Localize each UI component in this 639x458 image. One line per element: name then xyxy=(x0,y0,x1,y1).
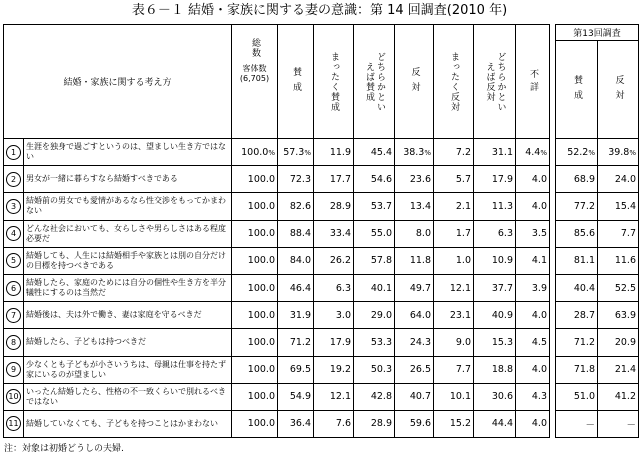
oppose-header: 反対 xyxy=(395,25,434,139)
oppose-cell: 59.6 xyxy=(395,410,434,437)
item-text: 結婚したら、家庭のためには自分の個性や生き方を半分犠牲にするのは当然だ xyxy=(24,274,232,301)
survey-table xyxy=(3,24,639,438)
strongly-oppose-cell: 9.0 xyxy=(434,329,474,356)
total-cell: 100.0% xyxy=(232,139,278,166)
somewhat-oppose-cell: 30.6 xyxy=(474,383,516,410)
total-cell: 100.0 xyxy=(232,383,278,410)
agree-cell: 84.0 xyxy=(278,247,314,274)
unknown-cell: 4.0 xyxy=(516,166,550,193)
item-number: 9 xyxy=(4,356,24,383)
somewhat-agree-cell: 42.8 xyxy=(354,383,395,410)
somewhat-agree-cell: 28.9 xyxy=(354,410,395,437)
table-row xyxy=(4,274,639,301)
agree-cell: 72.3 xyxy=(278,166,314,193)
agree-cell: 88.4 xyxy=(278,220,314,247)
prev-agree-cell: － xyxy=(556,410,598,437)
somewhat-oppose-header: どちらかといえば反対 xyxy=(474,25,516,139)
oppose-cell: 38.3% xyxy=(395,139,434,166)
unknown-cell: 4.4% xyxy=(516,139,550,166)
prev-agree-cell: 68.9 xyxy=(556,166,598,193)
agree-cell: 54.9 xyxy=(278,383,314,410)
prev-agree-cell: 81.1 xyxy=(556,247,598,274)
oppose-cell: 13.4 xyxy=(395,193,434,220)
table-row xyxy=(4,193,639,220)
item-number: 3 xyxy=(4,193,24,220)
agree-header: 賛成 xyxy=(278,25,314,139)
agree-cell: 57.3% xyxy=(278,139,314,166)
somewhat-oppose-cell: 18.8 xyxy=(474,356,516,383)
somewhat-oppose-cell: 40.9 xyxy=(474,302,516,329)
item-number: 2 xyxy=(4,166,24,193)
strongly-agree-cell: 6.3 xyxy=(314,274,354,301)
unknown-cell: 4.0 xyxy=(516,193,550,220)
somewhat-oppose-cell: 15.3 xyxy=(474,329,516,356)
strongly-agree-cell: 33.4 xyxy=(314,220,354,247)
total-cell: 100.0 xyxy=(232,220,278,247)
unknown-cell: 4.0 xyxy=(516,356,550,383)
table-row xyxy=(4,410,639,437)
somewhat-agree-header: どちらかといえば賛成 xyxy=(354,25,395,139)
unknown-cell: 3.9 xyxy=(516,274,550,301)
oppose-cell: 26.5 xyxy=(395,356,434,383)
somewhat-agree-cell: 53.3 xyxy=(354,329,395,356)
table-row xyxy=(4,302,639,329)
total-header: 総数 客体数 (6,705) xyxy=(232,25,278,139)
somewhat-oppose-cell: 17.9 xyxy=(474,166,516,193)
item-text: いったん結婚したら、性格の不一致くらいで別れるべきではない xyxy=(24,383,232,410)
strongly-agree-cell: 26.2 xyxy=(314,247,354,274)
footnote: 注：対象は初婚どうしの夫婦. xyxy=(4,444,124,454)
strongly-oppose-cell: 7.7 xyxy=(434,356,474,383)
somewhat-agree-cell: 55.0 xyxy=(354,220,395,247)
table-row xyxy=(4,220,639,247)
prev-oppose-cell: 39.8% xyxy=(598,139,639,166)
oppose-cell: 49.7 xyxy=(395,274,434,301)
agree-cell: 69.5 xyxy=(278,356,314,383)
total-cell: 100.0 xyxy=(232,302,278,329)
prev-oppose-cell: 21.4 xyxy=(598,356,639,383)
prev-oppose-cell: 7.7 xyxy=(598,220,639,247)
somewhat-agree-cell: 54.6 xyxy=(354,166,395,193)
item-number: 1 xyxy=(4,139,24,166)
prev-agree-cell: 51.0 xyxy=(556,383,598,410)
unknown-cell: 3.5 xyxy=(516,220,550,247)
prev-oppose-cell: 63.9 xyxy=(598,302,639,329)
strongly-oppose-cell: 12.1 xyxy=(434,274,474,301)
total-cell: 100.0 xyxy=(232,356,278,383)
unknown-cell: 4.0 xyxy=(516,410,550,437)
oppose-cell: 23.6 xyxy=(395,166,434,193)
total-cell: 100.0 xyxy=(232,247,278,274)
agree-cell: 71.2 xyxy=(278,329,314,356)
item-text: 結婚していなくても、子どもを持つことはかまわない xyxy=(24,410,232,437)
somewhat-oppose-cell: 37.7 xyxy=(474,274,516,301)
item-text: 生涯を独身で過ごすというのは、望ましい生き方ではない xyxy=(24,139,232,166)
item-number: 8 xyxy=(4,329,24,356)
unknown-cell: 4.0 xyxy=(516,302,550,329)
strongly-agree-cell: 17.9 xyxy=(314,329,354,356)
oppose-cell: 11.8 xyxy=(395,247,434,274)
prev-oppose-cell: 11.6 xyxy=(598,247,639,274)
unknown-header: 不詳 xyxy=(516,25,550,139)
agree-cell: 82.6 xyxy=(278,193,314,220)
agree-cell: 46.4 xyxy=(278,274,314,301)
table-row xyxy=(4,139,639,166)
item-text: 少なくとも子どもが小さいうちは、母親は仕事を持たず家にいるのが望ましい xyxy=(24,356,232,383)
prev-agree-cell: 71.8 xyxy=(556,356,598,383)
somewhat-oppose-cell: 44.4 xyxy=(474,410,516,437)
item-number: 5 xyxy=(4,247,24,274)
strongly-agree-cell: 19.2 xyxy=(314,356,354,383)
item-number: 10 xyxy=(4,383,24,410)
strongly-agree-cell: 28.9 xyxy=(314,193,354,220)
strongly-agree-header: まったく賛成 xyxy=(314,25,354,139)
unknown-cell: 4.1 xyxy=(516,247,550,274)
strongly-oppose-cell: 10.1 xyxy=(434,383,474,410)
oppose-cell: 8.0 xyxy=(395,220,434,247)
strongly-agree-cell: 12.1 xyxy=(314,383,354,410)
strongly-agree-cell: 11.9 xyxy=(314,139,354,166)
item-text: 結婚後は、夫は外で働き、妻は家庭を守るべきだ xyxy=(24,302,232,329)
prev-oppose-cell: 52.5 xyxy=(598,274,639,301)
agree-cell: 31.9 xyxy=(278,302,314,329)
prev-agree-cell: 77.2 xyxy=(556,193,598,220)
total-cell: 100.0 xyxy=(232,329,278,356)
strongly-agree-cell: 7.6 xyxy=(314,410,354,437)
oppose-cell: 64.0 xyxy=(395,302,434,329)
strongly-agree-cell: 3.0 xyxy=(314,302,354,329)
item-number: 11 xyxy=(4,410,24,437)
item-text: 結婚しても、人生には結婚相手や家族とは別の自分だけの目標を持つべきである xyxy=(24,247,232,274)
prev-agree-cell: 71.2 xyxy=(556,329,598,356)
prev-agree-cell: 28.7 xyxy=(556,302,598,329)
strongly-oppose-cell: 1.7 xyxy=(434,220,474,247)
item-text: どんな社会においても、女らしさや男らしさはある程度必要だ xyxy=(24,220,232,247)
somewhat-agree-cell: 53.7 xyxy=(354,193,395,220)
prev-oppose-cell: 15.4 xyxy=(598,193,639,220)
unknown-cell: 4.5 xyxy=(516,329,550,356)
item-text: 男女が一緒に暮らすなら結婚すべきである xyxy=(24,166,232,193)
prev-oppose-cell: 41.2 xyxy=(598,383,639,410)
table-row xyxy=(4,383,639,410)
somewhat-agree-cell: 50.3 xyxy=(354,356,395,383)
item-number: 4 xyxy=(4,220,24,247)
total-cell: 100.0 xyxy=(232,410,278,437)
somewhat-oppose-cell: 11.3 xyxy=(474,193,516,220)
somewhat-oppose-cell: 31.1 xyxy=(474,139,516,166)
table-row xyxy=(4,356,639,383)
prev-agree-cell: 85.6 xyxy=(556,220,598,247)
prev-oppose-header: 反対 xyxy=(598,41,639,139)
table-row xyxy=(4,329,639,356)
prev-agree-cell: 52.2% xyxy=(556,139,598,166)
total-cell: 100.0 xyxy=(232,193,278,220)
prev-oppose-cell: 24.0 xyxy=(598,166,639,193)
somewhat-agree-cell: 57.8 xyxy=(354,247,395,274)
item-text: 結婚したら、子どもは持つべきだ xyxy=(24,329,232,356)
strongly-oppose-cell: 2.1 xyxy=(434,193,474,220)
strongly-oppose-cell: 5.7 xyxy=(434,166,474,193)
strongly-oppose-cell: 15.2 xyxy=(434,410,474,437)
prev-agree-header: 賛成 xyxy=(556,41,598,139)
page-title: 表６－１ 結婚・家族に関する妻の意識：第 14 回調査(2010 年) xyxy=(131,3,508,18)
item-number: 7 xyxy=(4,302,24,329)
item-header: 結婚・家族に関する考え方 xyxy=(4,25,232,139)
total-cell: 100.0 xyxy=(232,274,278,301)
prev-oppose-cell: － xyxy=(598,410,639,437)
somewhat-oppose-cell: 6.3 xyxy=(474,220,516,247)
prev-survey-header: 第13回調査 xyxy=(556,25,639,41)
oppose-cell: 40.7 xyxy=(395,383,434,410)
strongly-oppose-header: まったく反対 xyxy=(434,25,474,139)
total-cell: 100.0 xyxy=(232,166,278,193)
table-row xyxy=(4,166,639,193)
agree-cell: 36.4 xyxy=(278,410,314,437)
prev-agree-cell: 40.4 xyxy=(556,274,598,301)
strongly-oppose-cell: 1.0 xyxy=(434,247,474,274)
unknown-cell: 4.3 xyxy=(516,383,550,410)
somewhat-oppose-cell: 10.9 xyxy=(474,247,516,274)
somewhat-agree-cell: 40.1 xyxy=(354,274,395,301)
oppose-cell: 24.3 xyxy=(395,329,434,356)
somewhat-agree-cell: 29.0 xyxy=(354,302,395,329)
strongly-oppose-cell: 7.2 xyxy=(434,139,474,166)
prev-oppose-cell: 20.9 xyxy=(598,329,639,356)
item-text: 結婚前の男女でも愛情があるなら性交渉をもってかまわない xyxy=(24,193,232,220)
table-row xyxy=(4,247,639,274)
item-number: 6 xyxy=(4,274,24,301)
strongly-agree-cell: 17.7 xyxy=(314,166,354,193)
somewhat-agree-cell: 45.4 xyxy=(354,139,395,166)
strongly-oppose-cell: 23.1 xyxy=(434,302,474,329)
